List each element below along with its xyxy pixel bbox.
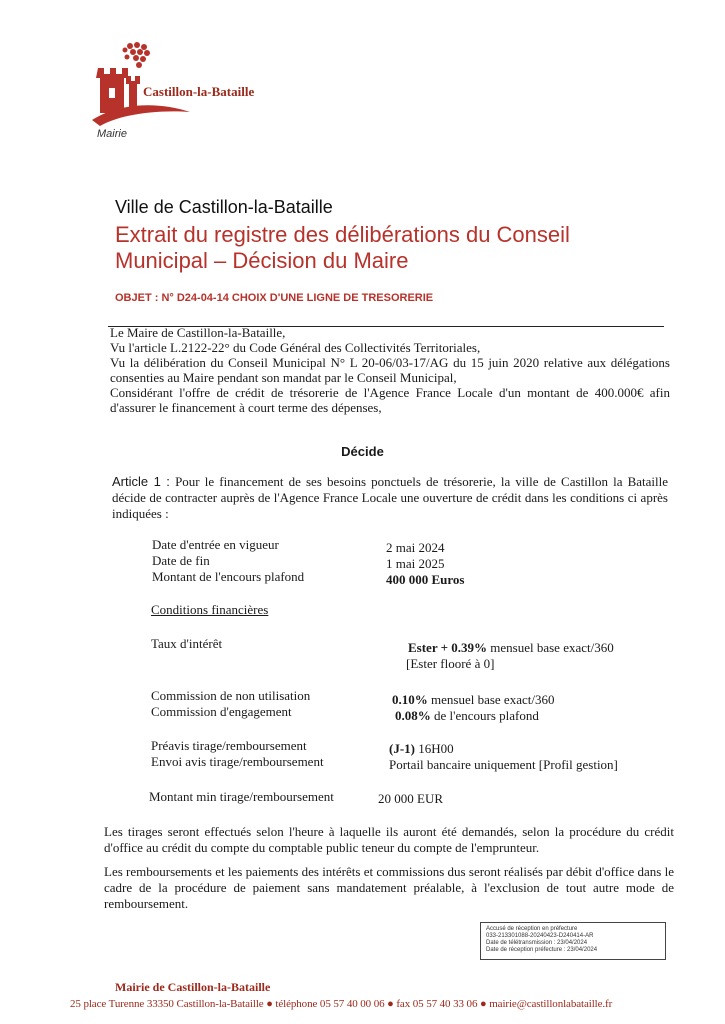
rate-note: [Ester flooré à 0] — [406, 656, 495, 671]
city-heading: Ville de Castillon-la-Bataille — [115, 197, 333, 217]
non-use-fee-label: Commission de non utilisation — [151, 688, 311, 703]
preamble-line: Le Maire de Castillon-la-Bataille, — [110, 325, 286, 340]
paragraph-repayments: Les remboursements et les paiements des intérêts et commissions dus seront réalisés par débit d'office dans le cadre de la procédure de paiement sans mandatement préalable, à l'exclusion de tout autre mode de remboursement. — [104, 864, 674, 911]
commitment-fee-bold: 0.08% — [395, 708, 431, 723]
non-use-fee-rest: mensuel base exact/360 — [427, 692, 555, 707]
preamble-line: Vu la délibération du Conseil Municipal N° L 20-06/03-17/AG du 15 juin 2020 relative aux délégations consenties au Maire pendant son mandat par le Conseil Municipal, — [110, 355, 670, 385]
entry-date-value: 2 mai 2024 — [386, 540, 445, 555]
entry-date-label: Date d'entrée en vigueur — [152, 537, 279, 552]
decide-heading: Décide — [341, 444, 384, 459]
conditions-heading: Conditions financières — [151, 602, 269, 617]
commitment-fee-rest: de l'encours plafond — [430, 708, 539, 723]
preamble-line: Vu l'article L.2122-22° du Code Général des Collectivités Territoriales, — [110, 340, 481, 355]
document-title: Extrait du registre des délibérations du Conseil Municipal – Décision du Maire — [115, 222, 570, 273]
stamp-line: Date de réception préfecture : 23/04/2024 — [486, 947, 598, 953]
article-label: Article 1 : — [112, 474, 170, 489]
non-use-fee-value — [392, 692, 554, 708]
prefecture-receipt-stamp — [480, 922, 666, 960]
footer-title: Mairie de Castillon-la-Bataille — [115, 980, 271, 994]
logo-subtitle: Mairie — [97, 128, 127, 140]
preamble — [110, 325, 670, 415]
notice-rest: 16H00 — [415, 741, 454, 756]
stamp-line: Accusé de réception en préfecture — [486, 926, 578, 932]
rate-value — [408, 640, 614, 656]
object-line: OBJET : N° D24-04-14 CHOIX D'UNE LIGNE DE TRESORERIE — [115, 292, 434, 304]
rate-label: Taux d'intérêt — [151, 636, 223, 651]
preamble-line: Considérant l'offre de crédit de trésorerie de l'Agence France Locale d'un montant de 400.000€ afin d'assurer le financement à court terme des dépenses, — [110, 385, 670, 415]
send-notice-label: Envoi avis tirage/remboursement — [151, 754, 324, 769]
paragraph-drawdowns: Les tirages seront effectués selon l'heure à laquelle ils auront été demandés, selon la procédure du crédit d'office au crédit du compte du comptable public teneur du compte de l'emprunteur. — [104, 824, 674, 855]
send-notice-value: Portail bancaire uniquement [Profil gestion] — [389, 757, 618, 772]
min-draw-value: 20 000 EUR — [378, 791, 443, 806]
stamp-line: Date de télétransmission : 23/04/2024 — [486, 940, 588, 946]
notice-bold: (J-1) — [389, 741, 415, 756]
min-draw-label: Montant min tirage/remboursement — [149, 789, 334, 804]
rate-value-bold: Ester + 0.39% — [408, 640, 488, 655]
footer-address: 25 place Turenne 33350 Castillon-la-Bataille ● téléphone 05 57 40 00 06 ● fax 05 57 40 33 06 ● mairie@castillonlabataille.fr — [70, 998, 613, 1010]
stamp-line: 033-213301088-20240423-D240414-AR — [486, 933, 594, 939]
article-1 — [112, 474, 668, 522]
rate-value-rest: mensuel base exact/360 — [487, 640, 614, 655]
non-use-fee-bold: 0.10% — [392, 692, 428, 707]
end-date-value: 1 mai 2025 — [386, 556, 445, 571]
logo-town-name: Castillon-la-Bataille — [143, 84, 255, 99]
commitment-fee-label: Commission d'engagement — [151, 704, 292, 719]
ceiling-label: Montant de l'encours plafond — [152, 569, 305, 584]
article-text: Pour le financement de ses besoins ponctuels de trésorerie, la ville de Castillon la Bataille décide de contracter auprès de l'Agence France Locale une ouverture de crédit dans les conditions ci après indiquées : — [112, 474, 669, 521]
ceiling-value: 400 000 Euros — [386, 572, 465, 587]
commitment-fee-value — [395, 708, 539, 724]
notice-label: Préavis tirage/remboursement — [151, 738, 307, 753]
notice-value — [389, 741, 454, 757]
end-date-label: Date de fin — [152, 553, 210, 568]
